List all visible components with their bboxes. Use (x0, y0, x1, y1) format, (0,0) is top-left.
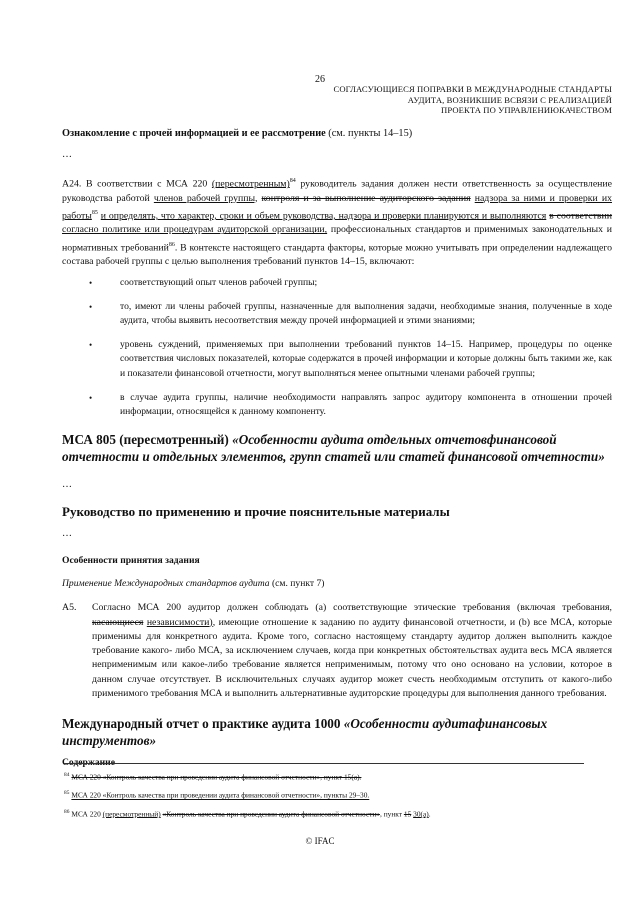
inserted-text: членов рабочей группы, (153, 192, 258, 204)
footnote-number: 85 (64, 790, 70, 797)
inserted-text: 30(a) (413, 809, 429, 819)
deleted-text: 15 (403, 809, 412, 819)
list-item-text: то, имеют ли члены рабочей группы, назначенные для выполнения задачи, необходимые знания, полученные в ходе аудита, чтобы выявить несоответствия между прочей информацией и этими знаниями; (120, 300, 612, 326)
heading-reference: (см. пункты 14–15) (325, 128, 413, 139)
ellipsis: … (62, 479, 72, 491)
text-run: профессиональных стандартов и применимых законодательных и нормативных требований (62, 224, 612, 253)
list-item (89, 276, 612, 290)
text-run: руководитель задания должен нести ответственность за осуществление руководства работой (62, 178, 612, 204)
bullet-symbol: • (89, 392, 93, 403)
inserted-text: согласно политике или процедурам аудиторской организации, (62, 224, 328, 236)
page-content (62, 128, 612, 768)
bullet-symbol: • (89, 277, 93, 288)
footnotes (64, 763, 584, 825)
list-item-text: уровень суждений, применяемых при выполнении требований пунктов 14–15. Например, процедуры по оценке соответствия числовых показателей, которые содержатся в прочей информации и которые должны быть такими же, как и показатели финансовой отчетности, могут выполняться менее опытными членами рабочей группы; (120, 339, 612, 379)
factor-list (62, 276, 612, 420)
footnote (64, 770, 584, 782)
paragraph-a5 (62, 601, 612, 701)
deleted-text: «Контроль качества при проведении аудита финансовой отчетности» (162, 809, 380, 819)
heading-italic-text: «Особенности аудита отдельных отчетовфинансовой отчетности и отдельных элементов, групп статей или статей финансовой отчетности» (62, 432, 605, 465)
list-item (89, 300, 612, 328)
heading-bold-text: Ознакомление с прочей информацией и ее рассмотрение (62, 128, 326, 139)
section-heading-other-information (62, 128, 612, 139)
paragraph-number: A5. (62, 602, 77, 614)
text-run: , пункт (380, 809, 404, 819)
section-heading-iapn-1000 (62, 715, 612, 749)
inserted-text: надзора за ними и проверки их работы (62, 192, 612, 222)
running-header-line: СОГЛАСУЮЩИЕСЯ ПОПРАВКИ В МЕЖДУНАРОДНЫЕ СТАНДАРТЫ (333, 84, 612, 94)
heading-plain-text: МСА 805 (пересмотренный) (62, 432, 233, 448)
bullet-symbol: • (89, 301, 93, 312)
inserted-text: (пересмотренный) (102, 809, 161, 819)
list-item (89, 338, 612, 381)
paragraph-number: A24. (62, 178, 82, 190)
text-run: . (428, 809, 431, 819)
running-header-line: АУДИТА, ВОЗНИКШИЕ ВСВЯЗИ С РЕАЛИЗАЦИЕЙ (407, 94, 612, 105)
text-run: . В контексте настоящего стандарта факторы, которые можно учитывать при определении надлежащего состава рабочей группы с целью выполнения требований пунктов 14–15, включают: (62, 241, 612, 268)
reference-text: (см. пункт 7) (269, 578, 325, 590)
footnote-number: 84 (64, 772, 70, 778)
footnote (64, 807, 584, 819)
footnote-marker: 85 (91, 209, 98, 216)
italic-text: Применение Международных стандартов аудита (62, 578, 270, 590)
section-heading-isa-805 (62, 431, 612, 465)
footnote-number: 86 (64, 808, 70, 815)
list-item-text: соответствующий опыт членов рабочей группы; (120, 276, 318, 288)
ellipsis: … (62, 149, 72, 160)
ellipsis: … (62, 528, 72, 540)
subheading-engagement-acceptance: Особенности принятия задания (62, 555, 200, 567)
paragraph-a24 (62, 174, 612, 270)
footnote-marker: 86 (168, 241, 175, 248)
deleted-text: касающиеся (92, 616, 144, 628)
inserted-text: независимости) (146, 616, 213, 628)
running-header (334, 84, 612, 116)
footnote (64, 788, 584, 800)
list-item-text: в случае аудита группы, наличие необходимости направлять запрос аудитору компонента в отношении прочей информации, относящейся к данному компоненту. (120, 391, 612, 417)
page-number: 26 (315, 74, 325, 85)
text-run: , имеющие отношение к заданию по аудиту финансовой отчетности, и (b) все МСА, которые применимы для конкретного аудита. Кроме того, согласно настоящему стандарту аудитор должен выполнить каждое требование какого- либо МСА, за исключением случаев, когда при конкретных обстоятельствах аудита весь МСА является неприменимым или какое-либо требование является неприменимым, потому что оно основано на условии, которое в данном случае отсутствует. В исключительных случаях аудитор может счесть необходимым отступить от какого-либо применимого требования МСА и выполнить альтернативные аудиторские процедуры для выполнения данного требования. (92, 616, 612, 699)
footnote-text: МСА 220 «Контроль качества при проведении аудита финансовой отчетности», пункты 29–30. (71, 790, 370, 800)
footnote-marker: 84 (289, 178, 296, 184)
subheading-contents: Содержание (62, 757, 115, 769)
text-run: В соответствии с МСА 220 (85, 178, 212, 190)
inserted-text: и определять, что характер, сроки и объем руководства, надзора и проверки планируются и выполняются (100, 210, 547, 222)
deleted-text: контроля и за выполнение аудиторского задания (261, 192, 471, 204)
bullet-symbol: • (89, 340, 93, 351)
section-heading-application-guidance: Руководство по применению и прочие пояснительные материалы (62, 504, 450, 520)
heading-italic-text: «Особенности аудитафинансовых инструментов» (62, 716, 548, 749)
running-header-line: ПРОЕКТА ПО УПРАВЛЕНИЮКАЧЕСТВОМ (441, 105, 612, 116)
inserted-text: (пересмотренным) (211, 178, 290, 190)
list-item (89, 391, 612, 419)
footnote-text: МСА 220 «Контроль качества при проведении аудита финансовой отчетности», пункт 15(a). (71, 772, 362, 782)
text-run: МСА 220 (71, 809, 103, 819)
deleted-text: в соответствии (549, 210, 613, 222)
heading-plain-text: Международный отчет о практике аудита 1000 (62, 716, 344, 732)
subheading-isa-application (62, 578, 612, 589)
text-run: Согласно МСА 200 аудитор должен соблюдать (a) соответствующие этические требования (включая требования, (92, 602, 612, 614)
copyright-footer: © IFAC (305, 836, 335, 846)
